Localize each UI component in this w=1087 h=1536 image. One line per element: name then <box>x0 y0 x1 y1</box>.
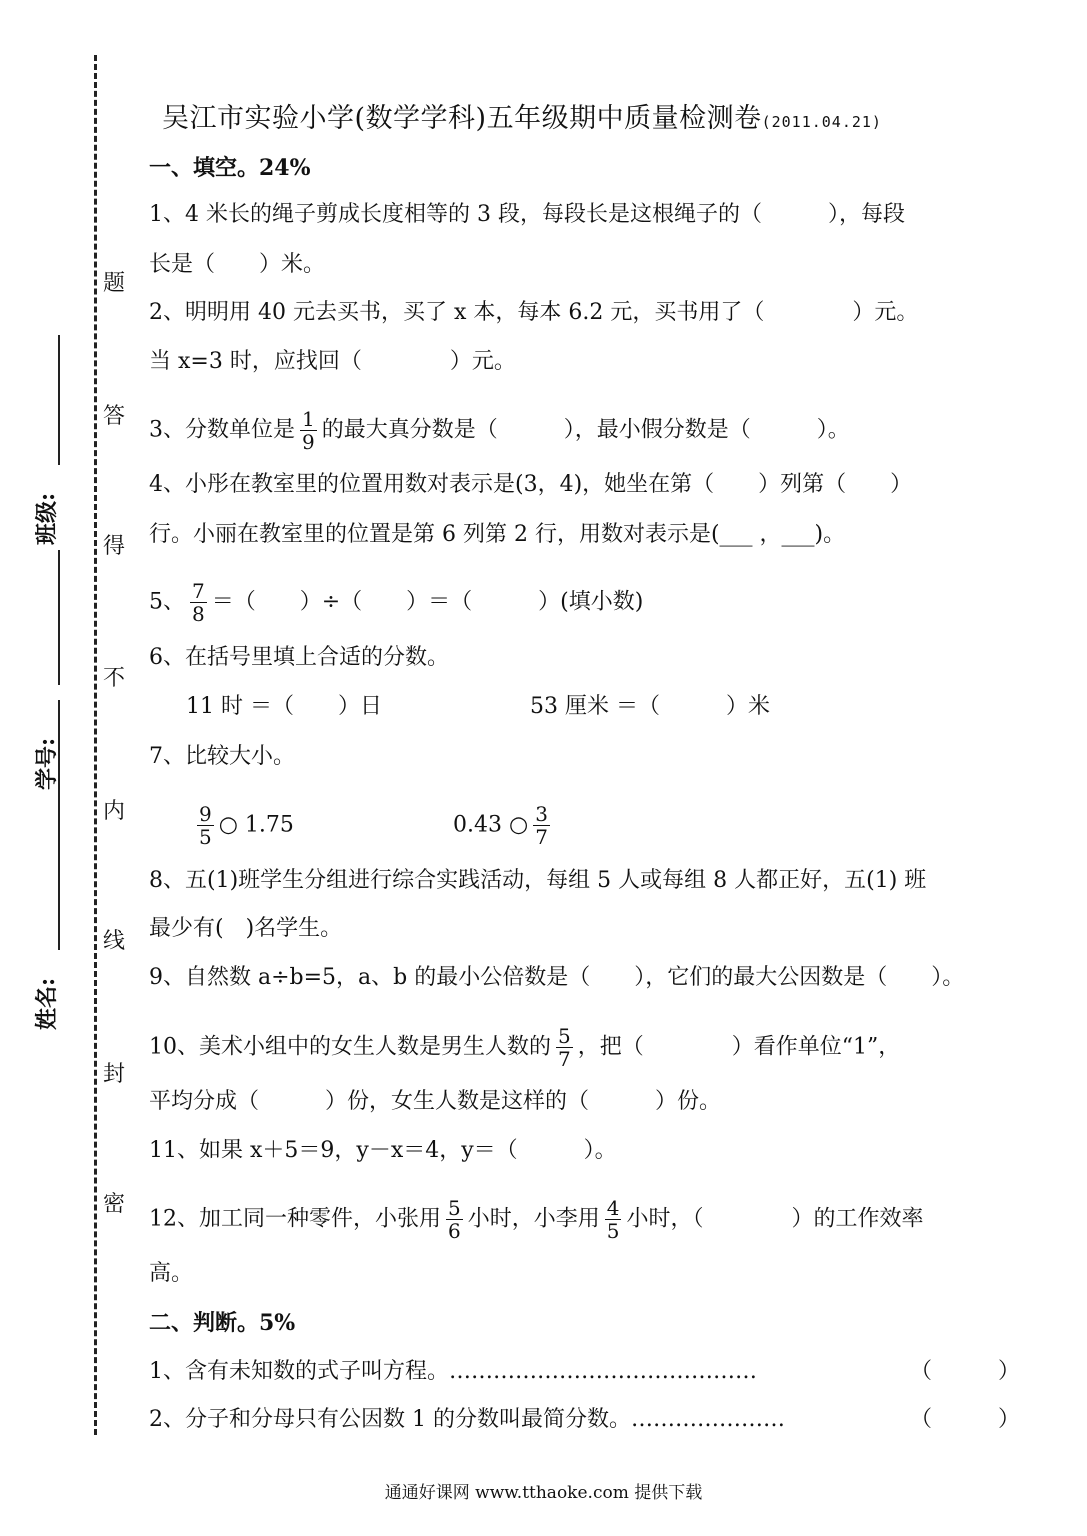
seal-char: 不 <box>103 666 126 691</box>
fraction <box>446 1197 463 1242</box>
footer-text: 通通好课网 www.tthaoke.com 提供下载 <box>384 1483 703 1503</box>
title-text: 吴江市实验小学(数学学科)五年级期中质量检测卷 <box>162 103 762 134</box>
name-label: 姓名: <box>34 977 60 1030</box>
q3-text-b: 的最大真分数是（ ），最小假分数是（ ）。 <box>321 417 850 443</box>
fraction <box>533 803 550 848</box>
judge-q2-dots: ………………… <box>630 1407 785 1432</box>
exam-date: (2011.04.21) <box>761 113 882 131</box>
seal-char: 得 <box>103 534 126 559</box>
judge-q1-text: 1、含有未知数的式子叫方程。 <box>149 1359 449 1384</box>
judge-q2-text: 2、分子和分母只有公因数 1 的分数叫最简分数。 <box>149 1407 631 1432</box>
fraction-numerator: 9 <box>199 802 212 826</box>
fraction-denominator: 9 <box>302 430 315 454</box>
seal-char: 内 <box>103 799 126 824</box>
fraction-numerator: 3 <box>535 802 548 826</box>
fraction-denominator: 7 <box>558 1047 571 1071</box>
fraction <box>197 803 214 848</box>
q10-line1 <box>149 1025 900 1070</box>
fraction-numerator: 7 <box>192 579 205 603</box>
class-line <box>58 335 60 465</box>
seal-char: 线 <box>103 929 126 954</box>
q9-line: 9、自然数 a÷b=5，a、b 的最小公倍数是（ ），它们的最大公因数是（ ）。 <box>149 965 965 990</box>
q12-text-c: 小时，（ ）的工作效率 <box>626 1206 924 1232</box>
q4-line2: 行。小丽在教室里的位置是第 6 列第 2 行，用数对表示是(___ ，___)。 <box>149 522 846 547</box>
q3-line <box>149 408 850 453</box>
q5-text-a: 5、 <box>149 589 185 615</box>
q2-line1: 2、明明用 40 元去买书，买了 x 本，每本 6.2 元，买书用了（ ）元。 <box>149 300 919 325</box>
q6-right: 53 厘米 ＝（ ）米 <box>530 694 770 719</box>
fraction <box>605 1197 622 1242</box>
q6-line1: 6、在括号里填上合适的分数。 <box>149 645 449 670</box>
seal-char: 题 <box>103 271 126 296</box>
fraction-numerator: 1 <box>302 407 315 431</box>
seal-char: 封 <box>103 1062 126 1087</box>
binding-dashed-line <box>94 55 97 1435</box>
seal-char: 密 <box>103 1192 126 1217</box>
q7-compare-1 <box>192 803 294 848</box>
fraction-denominator: 5 <box>199 825 212 849</box>
fraction <box>556 1025 573 1070</box>
q8-line1: 8、五(1)班学生分组进行综合实践活动，每组 5 人或每组 8 人都正好，五(1) 班 <box>149 868 927 893</box>
q7-val2: 0.43 ○ <box>453 812 529 838</box>
q1-line1: 1、4 米长的绳子剪成长度相等的 3 段，每段长是这根绳子的（ ），每段 <box>149 202 905 227</box>
fraction-numerator: 4 <box>606 1196 620 1220</box>
fraction-denominator: 5 <box>606 1219 620 1243</box>
fraction-numerator: 5 <box>448 1196 461 1220</box>
q8-line2: 最少有( )名学生。 <box>149 916 343 941</box>
fraction-denominator: 8 <box>192 602 205 626</box>
q7-compare-2 <box>453 803 555 848</box>
seal-char: 答 <box>103 404 126 429</box>
q12-line2: 高。 <box>149 1261 194 1286</box>
q7-cmp1: ○ 1.75 <box>218 812 294 838</box>
q5-line <box>149 580 643 625</box>
q4-line1: 4、小彤在教室里的位置用数对表示是(3，4)，她坐在第（ ）列第（ ） <box>149 472 913 497</box>
q3-text-a: 3、分数单位是 <box>149 417 295 443</box>
judge-q1-dots: …………………………………… <box>449 1359 757 1384</box>
q10-text-a: 10、美术小组中的女生人数是男生人数的 <box>149 1034 551 1060</box>
fraction <box>190 580 207 625</box>
q1-line2: 长是（ ）米。 <box>149 252 326 277</box>
section1-heading: 一、填空。24% <box>149 155 311 181</box>
fraction-denominator: 6 <box>448 1219 461 1243</box>
q12-text-b: 小时，小李用 <box>467 1206 600 1232</box>
judge-q1-paren: （ ） <box>910 1359 1021 1384</box>
q2-line2: 当 x=3 时，应找回（ ）元。 <box>149 349 516 374</box>
fraction-denominator: 7 <box>535 825 548 849</box>
q10-line2: 平均分成（ ）份，女生人数是这样的（ ）份。 <box>149 1089 722 1114</box>
q12-text-a: 12、加工同一种零件，小张用 <box>149 1206 441 1232</box>
q6-left: 11 时 ＝（ ）日 <box>186 694 382 719</box>
student-number-label: 学号: <box>34 737 60 790</box>
judge-q2 <box>149 1405 785 1435</box>
fraction <box>300 408 317 453</box>
judge-q2-paren: （ ） <box>910 1407 1021 1432</box>
q5-text-b: ＝（ ）÷（ ）＝（ ）(填小数) <box>211 589 644 615</box>
student-number-line <box>58 550 60 685</box>
q12-line1 <box>149 1197 924 1242</box>
q10-text-b: ，把（ ）看作单位“1”， <box>577 1034 901 1060</box>
q7-line1: 7、比较大小。 <box>149 744 295 769</box>
class-label: 班级: <box>34 492 60 545</box>
section2-heading: 二、判断。5% <box>149 1310 296 1336</box>
judge-q1 <box>149 1357 757 1387</box>
exam-title <box>162 96 882 135</box>
fraction-numerator: 5 <box>558 1024 571 1048</box>
q11-line: 11、如果 x＋5＝9，y－x＝4，y＝（ ）。 <box>149 1138 617 1163</box>
